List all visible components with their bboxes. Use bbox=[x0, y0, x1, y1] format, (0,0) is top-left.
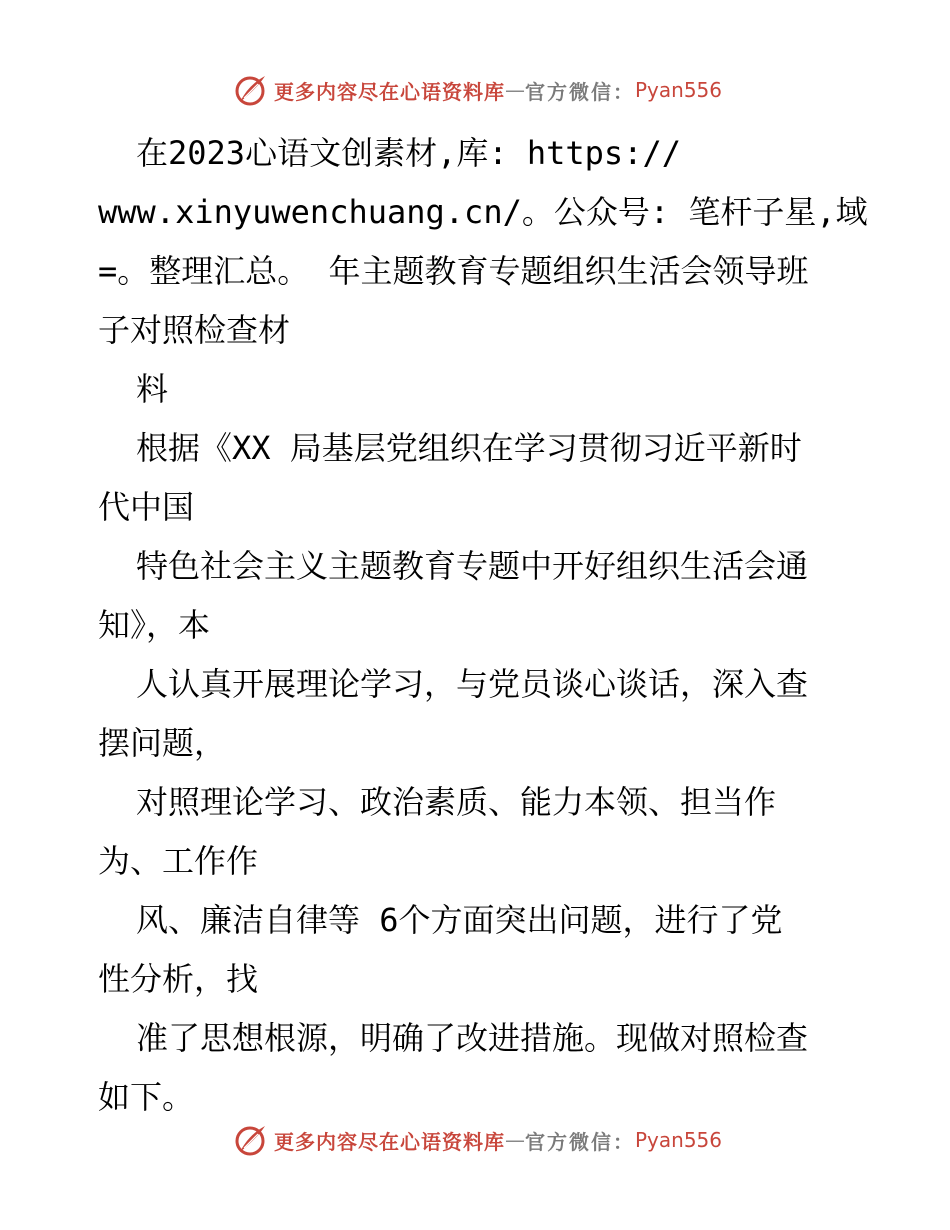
text-line: 为、工作作 bbox=[98, 842, 259, 880]
text-line: 准了思想根源，明确了改进措施。现做对照检查 bbox=[136, 1019, 809, 1057]
text-line: 根据《XX 局基层党组织在学习贯彻习近平新时 bbox=[136, 429, 802, 467]
header-banner bbox=[232, 70, 722, 110]
text-line: www.xinyuwenchuang.cn/。公众号: 笔杆子星,域 bbox=[98, 193, 868, 231]
banner-site-text: 更多内容尽在心语资料库 bbox=[274, 79, 505, 104]
banner-wechat-id: Pyan556 bbox=[635, 1128, 723, 1152]
banner-site-text: 更多内容尽在心语资料库 bbox=[274, 1129, 505, 1154]
text-line: 摆问题， bbox=[98, 724, 227, 762]
document-body bbox=[98, 124, 888, 1127]
text-line: =。整理汇总。 年主题教育专题组织生活会领导班 bbox=[98, 252, 809, 290]
text-line: 如下。 bbox=[98, 1078, 195, 1116]
banner-label-text: 官方微信： bbox=[525, 1129, 635, 1154]
banner-dash: — bbox=[505, 1128, 525, 1152]
text-line: 性分析，找 bbox=[98, 960, 259, 998]
text-line: 在2023心语文创素材,库: https:// bbox=[136, 134, 681, 172]
text-line: 子对照检查材 bbox=[98, 311, 291, 349]
footer-banner bbox=[232, 1120, 722, 1160]
banner-dash: — bbox=[505, 78, 525, 102]
text-line: 人认真开展理论学习，与党员谈心谈话，深入查 bbox=[136, 665, 809, 703]
text-line: 代中国 bbox=[98, 488, 195, 526]
text-line: 知》，本 bbox=[98, 606, 211, 644]
banner-wechat-id: Pyan556 bbox=[635, 78, 723, 102]
text-line: 对照理论学习、政治素质、能力本领、担当作 bbox=[136, 783, 777, 821]
feather-pen-logo-icon bbox=[232, 1122, 268, 1158]
text-line: 风、廉洁自律等 6个方面突出问题，进行了党 bbox=[136, 901, 783, 939]
text-line: 特色社会主义主题教育专题中开好组织生活会通 bbox=[136, 547, 809, 585]
feather-pen-logo-icon bbox=[232, 72, 268, 108]
banner-label-text: 官方微信： bbox=[525, 79, 635, 104]
text-line: 料 bbox=[136, 370, 169, 408]
